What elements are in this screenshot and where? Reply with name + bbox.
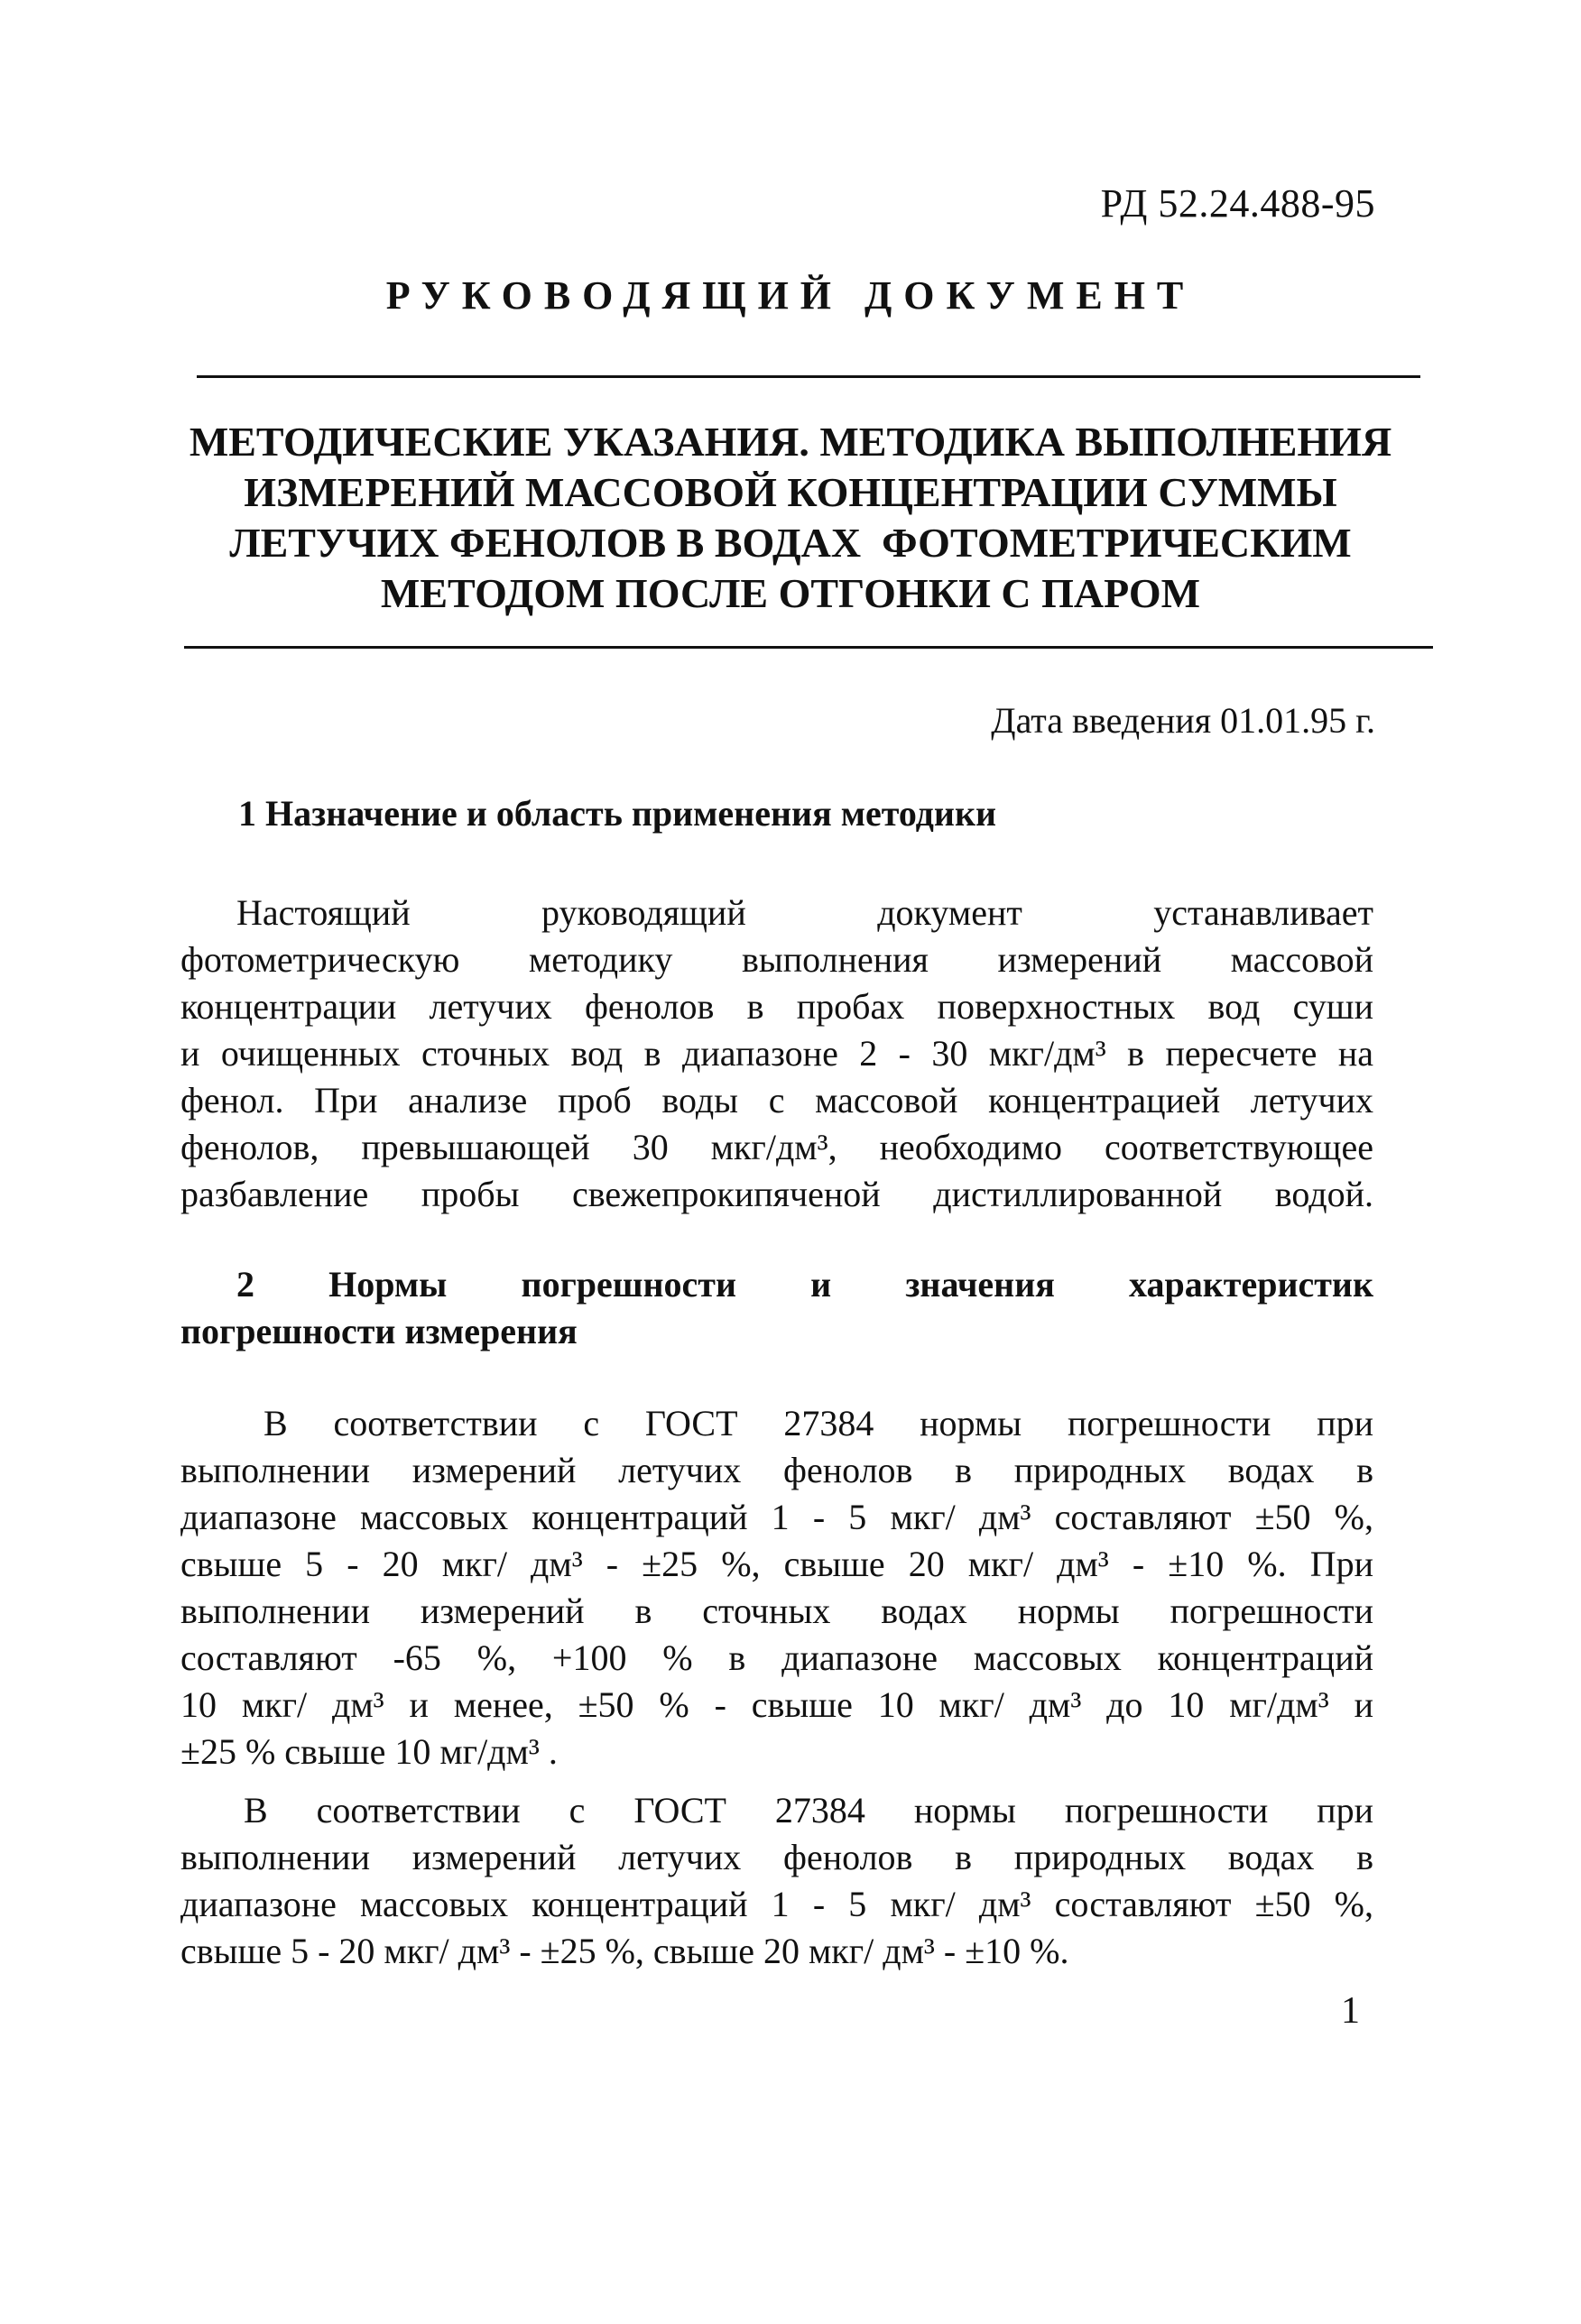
paragraph-line: Настоящий руководящий документ устанавливает bbox=[236, 892, 1373, 933]
paragraph-line: свыше 5 - 20 мкг/ дм³ - ±25 %, свыше 20 мкг/ дм³ - ±10 %. При bbox=[180, 1544, 1373, 1584]
section-1-paragraph bbox=[180, 890, 1373, 1218]
paragraph-line: фенол. При анализе проб воды с массовой концентрацией летучих bbox=[180, 1080, 1373, 1120]
paragraph-line: диапазоне массовых концентраций 1 - 5 мкг/ дм³ составляют ±50 %, bbox=[180, 1884, 1373, 1924]
paragraph-line: фотометрическую методику выполнения измерений массовой bbox=[180, 939, 1373, 980]
document-type: РУКОВОДЯЩИЙ ДОКУМЕНТ bbox=[385, 273, 1196, 318]
section-2-heading-line: погрешности измерения bbox=[180, 1311, 578, 1351]
paragraph-line: В соответствии с ГОСТ 27384 нормы погрешности при bbox=[244, 1790, 1373, 1831]
paragraph-line: В соответствии с ГОСТ 27384 нормы погрешности при bbox=[264, 1403, 1373, 1443]
paragraph-line: концентрации летучих фенолов в пробах поверхностных вод суши bbox=[180, 986, 1373, 1027]
section-2-paragraph-1 bbox=[180, 1400, 1373, 1775]
divider-bottom bbox=[184, 646, 1433, 649]
title-line: МЕТОДИЧЕСКИЕ УКАЗАНИЯ. МЕТОДИКА ВЫПОЛНЕНИЯ bbox=[189, 419, 1392, 465]
introduction-date: Дата введения 01.01.95 г. bbox=[991, 700, 1375, 741]
divider-top bbox=[197, 375, 1420, 378]
paragraph-line: фенолов, превышающей 30 мкг/дм³, необходимо соответствующее bbox=[180, 1127, 1373, 1167]
paragraph-line: ±25 % свыше 10 мг/дм³ . bbox=[180, 1731, 558, 1772]
title-line: ИЗМЕРЕНИЙ МАССОВОЙ КОНЦЕНТРАЦИИ СУММЫ bbox=[244, 469, 1337, 515]
paragraph-line: выполнении измерений летучих фенолов в природных водах в bbox=[180, 1450, 1373, 1490]
section-2-heading bbox=[180, 1261, 1373, 1355]
paragraph-line: выполнении измерений в сточных водах нормы погрешности bbox=[180, 1591, 1373, 1631]
section-1-heading: 1 Назначение и область применения методики bbox=[238, 793, 997, 834]
title-line: МЕТОДОМ ПОСЛЕ ОТГОНКИ С ПАРОМ bbox=[380, 570, 1201, 616]
paragraph-line: диапазоне массовых концентраций 1 - 5 мкг/ дм³ составляют ±50 %, bbox=[180, 1497, 1373, 1537]
title-line: ЛЕТУЧИХ ФЕНОЛОВ В ВОДАХ ФОТОМЕТРИЧЕСКИМ bbox=[229, 520, 1352, 566]
paragraph-line: составляют -65 %, +100 % в диапазоне массовых концентраций bbox=[180, 1637, 1373, 1678]
paragraph-line: разбавление пробы свежепрокипяченой дистиллированной водой. bbox=[180, 1174, 1373, 1214]
paragraph-line: 10 мкг/ дм³ и менее, ±50 % - свыше 10 мкг/ дм³ до 10 мг/дм³ и bbox=[180, 1684, 1373, 1725]
section-2-heading-line: 2 Нормы погрешности и значения характеристик bbox=[236, 1264, 1373, 1305]
paragraph-line: выполнении измерений летучих фенолов в природных водах в bbox=[180, 1837, 1373, 1877]
paragraph-line: свыше 5 - 20 мкг/ дм³ - ±25 %, свыше 20 мкг/ дм³ - ±10 %. bbox=[180, 1931, 1069, 1971]
document-title bbox=[171, 417, 1410, 619]
section-2-paragraph-2 bbox=[180, 1787, 1373, 1975]
paragraph-line: и очищенных сточных вод в диапазоне 2 - 30 мкг/дм³ в пересчете на bbox=[180, 1033, 1373, 1074]
page-number: 1 bbox=[1341, 1990, 1360, 2032]
document-code: РД 52.24.488-95 bbox=[1100, 181, 1375, 226]
